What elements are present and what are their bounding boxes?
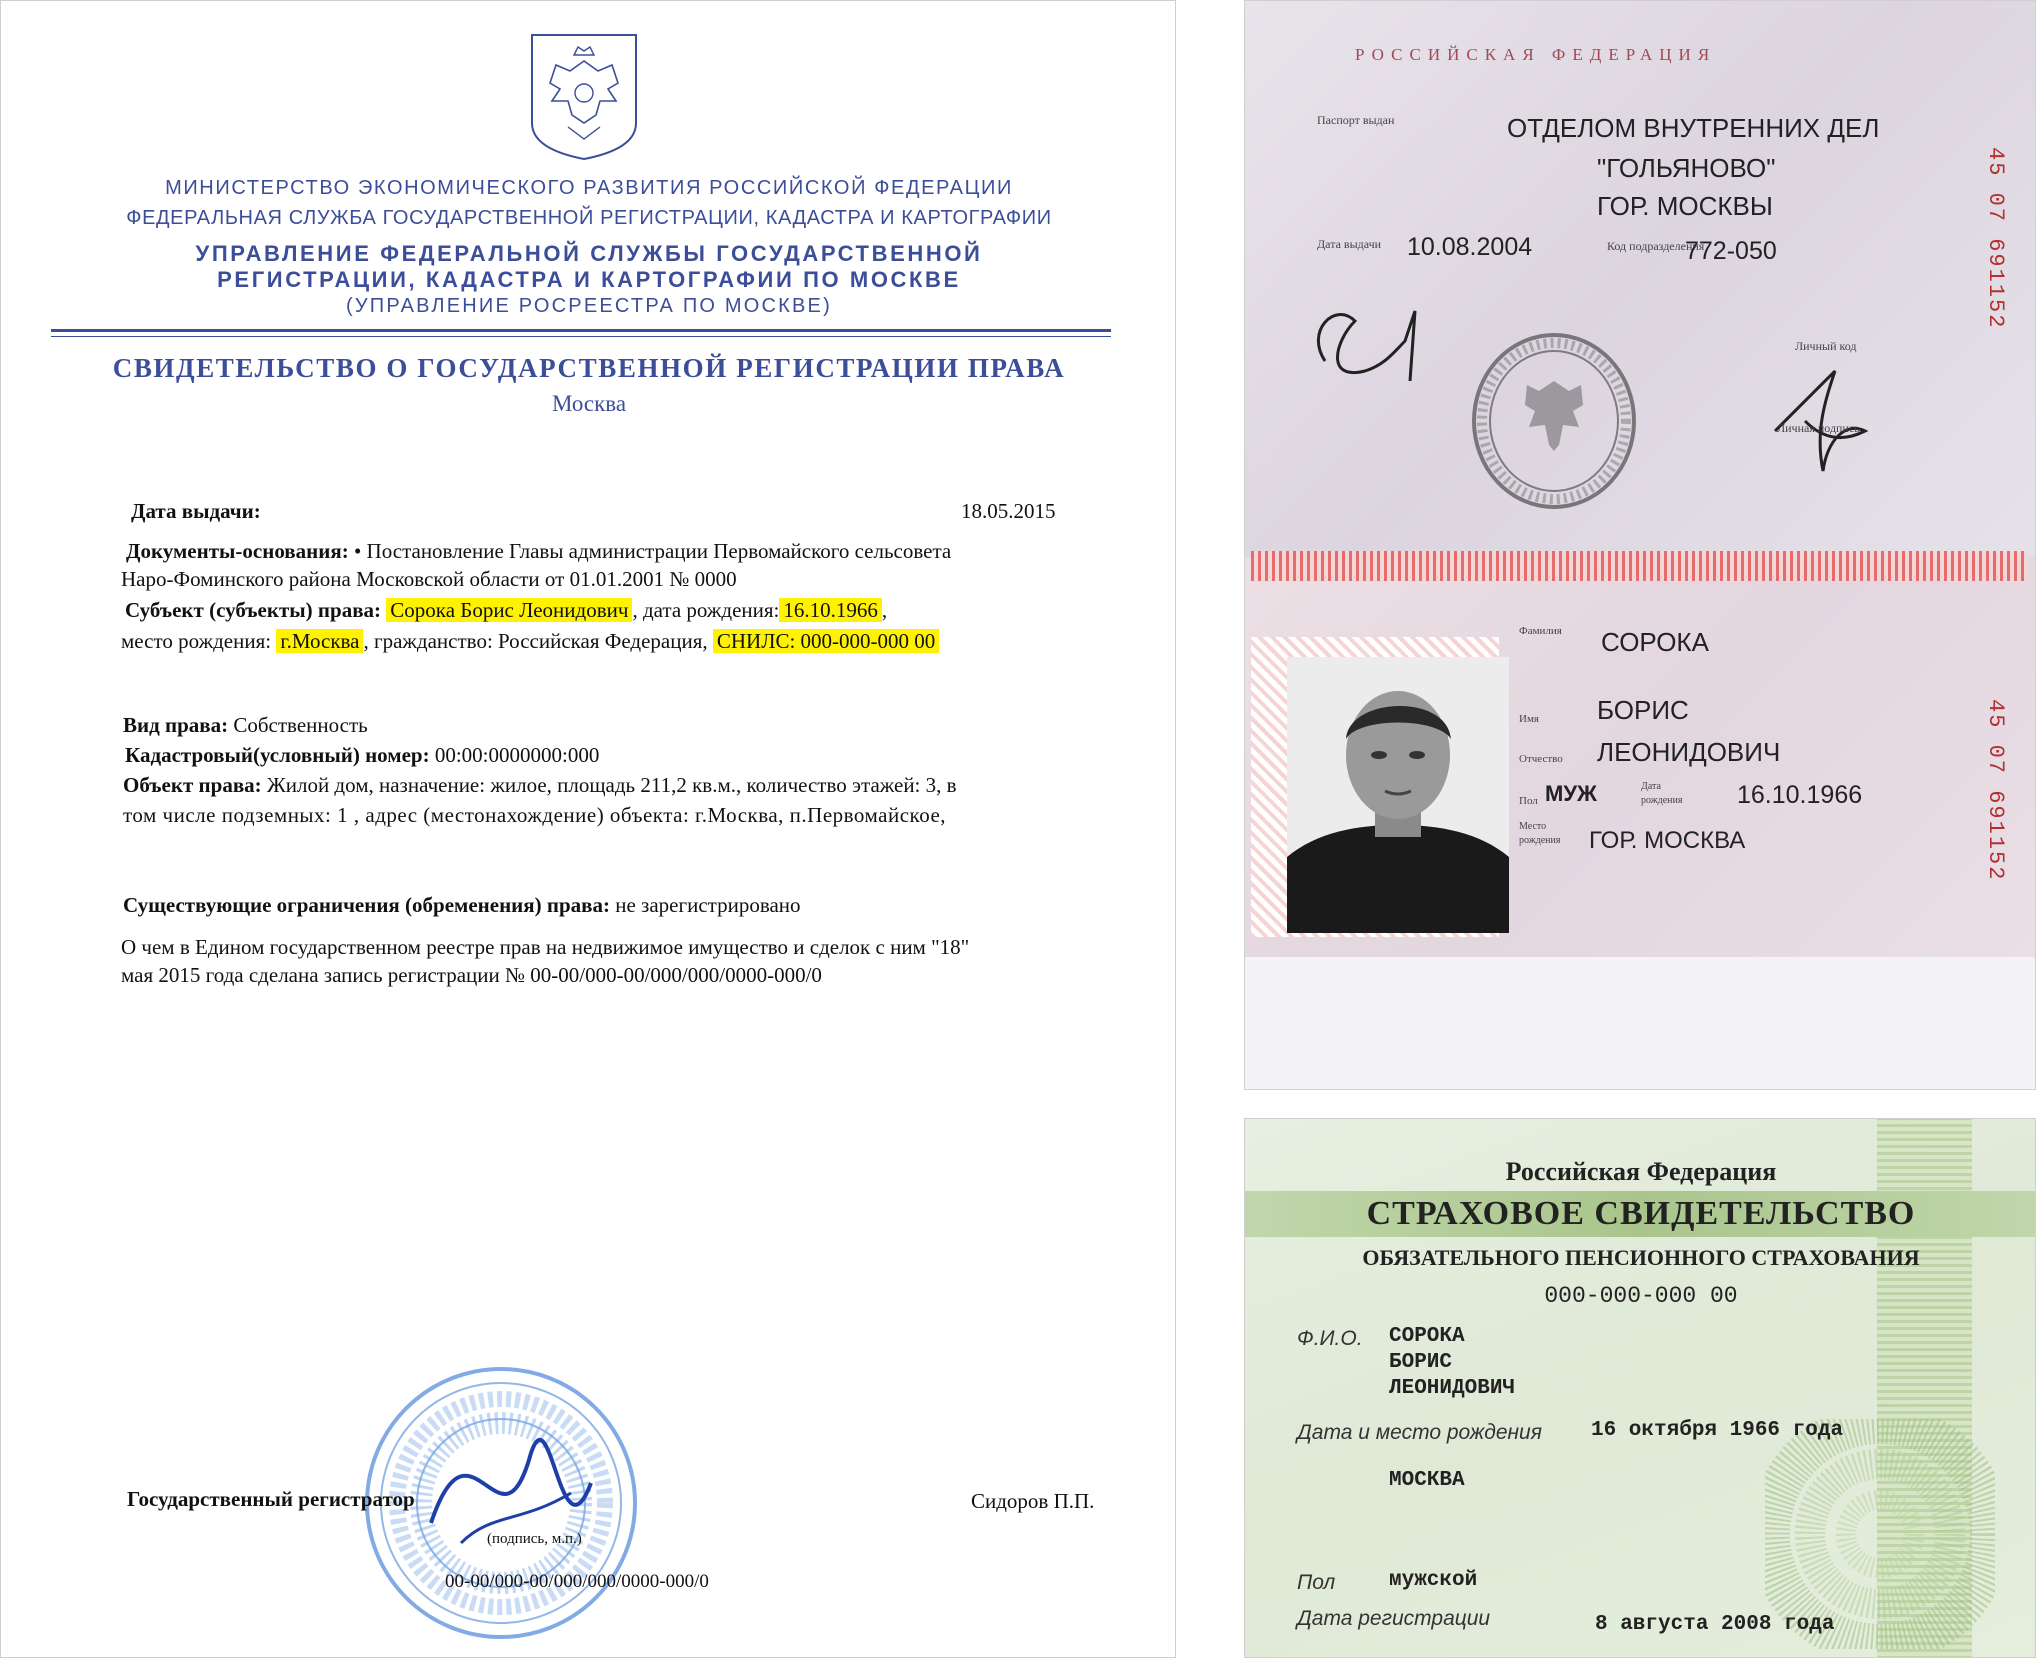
object-line: том числе подземных: 1 , адрес (местонахождение) объекта: г.Москва, п.Первомайское,: [123, 803, 947, 827]
divider: [51, 336, 1111, 337]
name-label: Имя: [1519, 713, 1539, 725]
birth-place-label: рождения: [1519, 835, 1561, 846]
subject-name: Сорока Борис Леонидович: [386, 598, 632, 622]
basis-line: Наро-Фоминского района Московской области от 01.01.2001 № 0000: [121, 567, 737, 591]
passport-birth-date: 16.10.1966: [1737, 781, 1863, 809]
snils-birth-place: МОСКВА: [1389, 1469, 1465, 1492]
surname-label: Фамилия: [1519, 625, 1562, 637]
passport-serial: 45 07 691152: [1983, 147, 2008, 330]
snils-patronymic: ЛЕОНИДОВИЧ: [1389, 1377, 1516, 1400]
birth-place: ГОР. МОСКВА: [1589, 827, 1746, 854]
basis-line: Документы-основания: • Постановление Главы администрации Первомайского сельсовета: [126, 539, 952, 563]
snils-reg-date: 8 августа 2008 года: [1595, 1613, 1835, 1636]
service-heading: ФЕДЕРАЛЬНАЯ СЛУЖБА ГОСУДАРСТВЕННОЙ РЕГИСТРАЦИИ, КАДАСТРА И КАРТОГРАФИИ: [126, 207, 1052, 229]
snils-surname: СОРОКА: [1389, 1325, 1465, 1348]
personal-signature-label: Личная подпись: [1777, 421, 1860, 435]
snils-sex: мужской: [1389, 1569, 1478, 1592]
issued-by: ГОР. МОСКВЫ: [1597, 191, 1773, 221]
insurance-certificate: [1244, 1118, 2036, 1658]
right-type-line: Вид права: Собственность: [123, 713, 368, 737]
divider: [51, 329, 1111, 332]
holder-photo: [1287, 657, 1509, 933]
passport: [1244, 0, 2036, 1090]
division-code: 772-050: [1685, 237, 1777, 265]
snils-name: БОРИС: [1389, 1351, 1453, 1374]
issuer-signature-icon: [1305, 291, 1445, 401]
birth-date-label: рождения: [1641, 795, 1683, 806]
fio-label: Ф.И.О.: [1297, 1327, 1363, 1350]
snils-number: 000-000-000 00: [1544, 1283, 1738, 1309]
department-short: (УПРАВЛЕНИЕ РОСРЕЕСТРА ПО МОСКВЕ): [346, 295, 832, 317]
snils-birth-date: 16 октября 1966 года: [1591, 1419, 1844, 1442]
sex-label: Пол: [1519, 795, 1538, 807]
personal-code-label: Личный код: [1795, 339, 1857, 353]
sex: МУЖ: [1545, 781, 1597, 806]
division-code-label: Код подразделения: [1607, 239, 1705, 253]
birth-date-label: Дата: [1641, 781, 1661, 792]
issued-by: ОТДЕЛОМ ВНУТРЕННИХ ДЕЛ: [1507, 113, 1880, 143]
restrictions-line: Существующие ограничения (обременения) права: не зарегистрировано: [123, 893, 801, 917]
issued-by: "ГОЛЬЯНОВО": [1597, 153, 1776, 183]
ministry-heading: МИНИСТЕРСТВО ЭКОНОМИЧЕСКОГО РАЗВИТИЯ РОССИЙСКОЙ ФЕДЕРАЦИИ: [165, 177, 1013, 199]
object-line: Объект права: Жилой дом, назначение: жилое, площадь 211,2 кв.м., количество этажей: 3, в: [123, 773, 957, 797]
issue-date-label: Дата выдачи: [1317, 237, 1382, 251]
department-heading: РЕГИСТРАЦИИ, КАДАСТРА И КАРТОГРАФИИ ПО МОСКВЕ: [217, 267, 961, 292]
issued-label: Паспорт выдан: [1317, 113, 1395, 127]
blank-number: 00-00/000-00/000/000/0000-000/0: [445, 1571, 709, 1592]
snils-title: СТРАХОВОЕ СВИДЕТЕЛЬСТВО: [1366, 1195, 1916, 1232]
birth-date: 16.10.1966: [779, 598, 882, 622]
snils-number: СНИЛС: 000-000-000 00: [713, 629, 939, 653]
snils-country: Российская Федерация: [1505, 1157, 1777, 1186]
passport-bottom: [1245, 957, 2036, 1090]
passport-serial: 45 07 691152: [1983, 699, 2008, 882]
patronymic-label: Отчество: [1519, 753, 1563, 765]
passport-fold-band: [1251, 551, 2027, 581]
signature-hint: (подпись, м.п.): [487, 1531, 582, 1547]
certificate-city: Москва: [551, 391, 627, 416]
birthplace: г.Москва: [276, 629, 363, 653]
passport-country: РОССИЙСКАЯ ФЕДЕРАЦИЯ: [1355, 45, 1717, 64]
cadastral-line: Кадастровый(условный) номер: 00:00:0000000:000: [125, 743, 600, 767]
record-line: мая 2015 года сделана запись регистрации № 00-00/000-00/000/000/0000-000/0: [121, 963, 822, 987]
subject-line: Субъект (субъекты) права: Сорока Борис Леонидович , дата рождения: 16.10.1966 ,: [125, 598, 888, 622]
record-line: О чем в Едином государственном реестре прав на недвижимое имущество и сделок с ним "18": [121, 935, 970, 959]
given-name: БОРИС: [1597, 695, 1689, 725]
issue-date: 18.05.2015: [961, 499, 1056, 523]
registrar-name: Сидоров П.П.: [971, 1489, 1095, 1513]
birth-label: Дата и место рождения: [1297, 1421, 1542, 1444]
passport-stamp-icon: [1469, 331, 1639, 511]
certificate-title: СВИДЕТЕЛЬСТВО О ГОСУДАРСТВЕННОЙ РЕГИСТРАЦИИ ПРАВА: [112, 353, 1066, 383]
birth-place-label: Место: [1519, 821, 1547, 832]
snils-subtitle: ОБЯЗАТЕЛЬНОГО ПЕНСИОННОГО СТРАХОВАНИЯ: [1362, 1245, 1920, 1270]
surname: СОРОКА: [1601, 627, 1709, 657]
birthplace-line: место рождения: г.Москва , гражданство: Российская Федерация, СНИЛС: 000-000-000 00: [121, 629, 939, 654]
reg-date-label: Дата регистрации: [1297, 1607, 1491, 1630]
patronymic: ЛЕОНИДОВИЧ: [1597, 737, 1781, 767]
registrar-label: Государственный регистратор: [127, 1487, 415, 1511]
passport-issue-date: 10.08.2004: [1407, 233, 1533, 261]
department-heading: УПРАВЛЕНИЕ ФЕДЕРАЛЬНОЙ СЛУЖБЫ ГОСУДАРСТВЕННОЙ: [195, 241, 983, 266]
coat-of-arms-icon: [528, 31, 640, 163]
issue-date-label: Дата выдачи:: [131, 499, 261, 523]
sex-label: Пол: [1297, 1571, 1336, 1594]
